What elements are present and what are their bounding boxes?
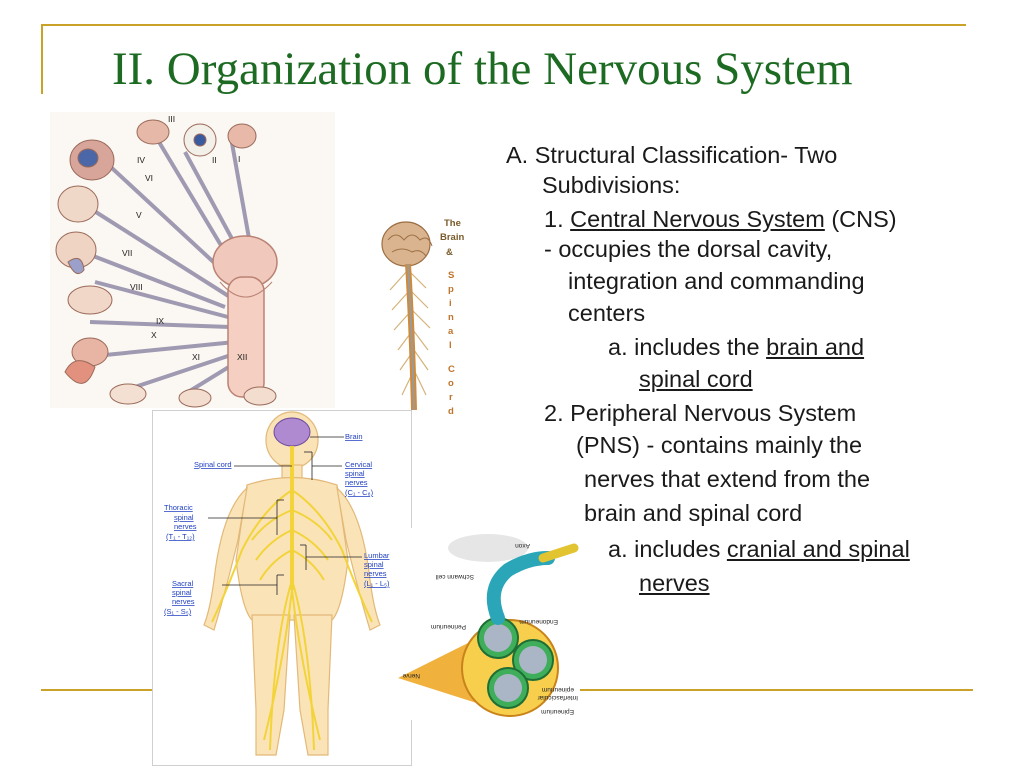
pns-desc-2: nerves that extend from the: [584, 466, 871, 492]
brain-cord-label: The: [444, 218, 461, 229]
thoracic-label: Thoracic: [164, 503, 193, 512]
nerve-label-interfascicular: Interfascicular: [537, 694, 578, 701]
thoracic-label: (T₁ - T₁₂): [166, 532, 195, 541]
cns-includes-term-cont: spinal cord: [639, 366, 753, 392]
cns-desc-1: - occupies the dorsal cavity,: [544, 236, 833, 262]
body-nervous-system-figure: [152, 410, 412, 766]
nerve-label-epineurium: Epineurium: [541, 708, 574, 715]
brain-cord-letter: p: [448, 284, 454, 295]
cervical-label: nerves: [345, 478, 368, 487]
cranial-label: IX: [156, 316, 165, 326]
sacral-label: (S₁ - S₅): [164, 607, 192, 616]
pns-desc-1: (PNS) - contains mainly the: [576, 432, 863, 458]
heading-a-cont: Subdivisions:: [542, 172, 681, 198]
brain-label: Brain: [345, 432, 363, 441]
pns-includes-term: cranial and spinal: [726, 536, 910, 562]
cranial-label: X: [151, 330, 157, 340]
pns-includes: [608, 534, 910, 565]
nerve-label-perineurium: Perineurium: [430, 623, 466, 630]
bottom-rule-right: [578, 689, 973, 691]
pns-includes-term-cont: nerves: [639, 570, 710, 596]
brain-cord-letter: S: [448, 270, 455, 281]
brain-cord-letter: d: [448, 406, 454, 417]
cranial-nerves-figure: [50, 112, 335, 408]
cranial-label: XI: [192, 352, 201, 362]
thoracic-label: nerves: [174, 522, 197, 531]
nerve-label-nerve: Nerve: [402, 672, 420, 679]
cranial-label: III: [168, 114, 176, 124]
brain-cord-letter: n: [448, 312, 454, 323]
sacral-label: spinal: [172, 588, 192, 597]
brain-cord-letter: a: [448, 326, 454, 337]
cranial-label: XII: [237, 352, 248, 362]
lumbar-label: (L₁ - L₅): [364, 579, 390, 588]
left-rule: [41, 24, 43, 94]
brain-cord-label: Brain: [440, 232, 465, 243]
cns-term: Central Nervous System: [570, 206, 825, 232]
brain-cord-letter: i: [449, 298, 452, 309]
cranial-label: IV: [137, 155, 146, 165]
cns-desc-2: integration and commanding: [568, 268, 865, 294]
slide-title: II. Organization of the Nervous System: [112, 43, 853, 95]
brain-cord-letter: o: [448, 378, 454, 389]
cranial-label: V: [136, 210, 142, 220]
pns-includes-prefix: a. includes: [608, 536, 727, 562]
brain-cord-letter: r: [449, 392, 453, 403]
sacral-label: Sacral: [172, 579, 194, 588]
lumbar-label: nerves: [364, 569, 387, 578]
nerve-label-endoneurium: Endoneurium: [519, 618, 558, 625]
cranial-label: VIII: [130, 282, 143, 292]
thoracic-label: spinal: [174, 513, 194, 522]
top-rule: [41, 24, 966, 26]
spinal-cord-label: Spinal cord: [194, 460, 232, 469]
nerve-label-schwann: Schwann cell: [435, 573, 474, 580]
brain-spinal-cord-figure: [378, 210, 470, 418]
sacral-label: nerves: [172, 597, 195, 606]
cns-includes-prefix: a. includes the: [608, 334, 767, 360]
cranial-label: I: [238, 154, 241, 164]
cranial-label: II: [212, 155, 217, 165]
cervical-label: Cervical: [345, 460, 373, 469]
brain-cord-letter: C: [448, 364, 455, 375]
pns-desc-3: brain and spinal cord: [584, 500, 803, 526]
cns-number: 1.: [544, 206, 571, 232]
cns-desc-3: centers: [568, 300, 646, 326]
cranial-label: VII: [122, 248, 133, 258]
cns-line: [544, 204, 897, 235]
cervical-label: (C₁ - C₈): [345, 488, 374, 497]
lumbar-label: Lumbar: [364, 551, 390, 560]
nerve-label-epineurium-low: epineurium: [541, 686, 574, 693]
cervical-label: spinal: [345, 469, 365, 478]
cranial-label: VI: [145, 173, 154, 183]
nerve-label-axon: Axon: [515, 542, 530, 549]
cns-abbrev: (CNS): [824, 206, 897, 232]
heading-a: A. Structural Classification- Two: [506, 142, 838, 168]
bottom-rule-left: [41, 689, 161, 691]
cns-includes: [608, 332, 864, 363]
brain-cord-letter: l: [449, 340, 452, 351]
pns-line: 2. Peripheral Nervous System: [544, 400, 857, 426]
lumbar-label: spinal: [364, 560, 384, 569]
brain-cord-label: &: [446, 247, 453, 258]
nerve-structure-figure: [398, 528, 580, 720]
cns-includes-term: brain and: [766, 334, 865, 360]
